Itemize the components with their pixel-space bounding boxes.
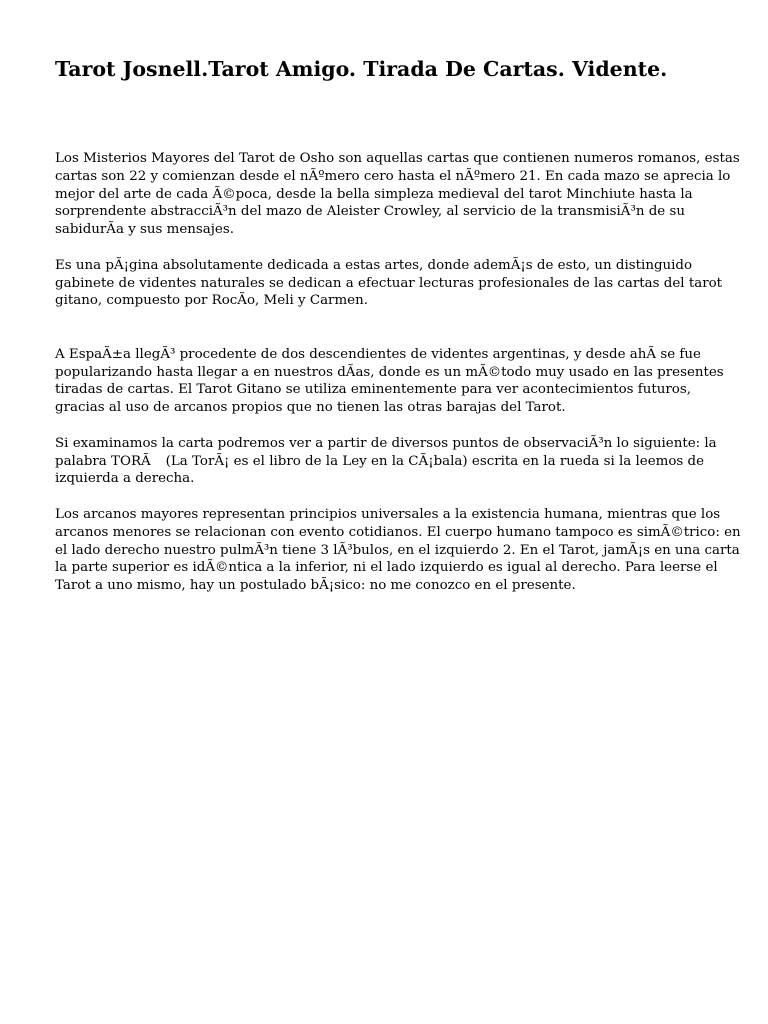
paragraph-line: Los arcanos mayores representan principios universales a la existencia humana, mientras que los — [55, 506, 721, 522]
paragraph-3 — [55, 346, 724, 417]
paragraph-line: palabra TORÃ (La TorÃ¡ es el libro de la Ley en la CÃ¡bala) escrita en la rueda si la leemos de — [55, 453, 705, 469]
paragraph-line: gabinete de videntes naturales se dedican a efectuar lecturas profesionales de las cartas del tarot — [55, 275, 723, 291]
paragraph-line: el lado derecho nuestro pulmÃ³n tiene 3 lÃ³bulos, en el izquierdo 2. En el Tarot, jamÃ¡s en una carta — [55, 542, 740, 558]
paragraph-line: la parte superior es idÃ©ntica a la inferior, ni el lado izquierdo es igual al derecho. Para leerse el — [55, 560, 718, 576]
paragraph-line: arcanos menores se relacionan con evento cotidianos. El cuerpo humano tampoco es simÃ©trico: en — [55, 524, 741, 540]
paragraph-line: gitano, compuesto por RocÃo, Meli y Carmen. — [55, 293, 368, 309]
paragraph-spacer — [55, 239, 719, 257]
paragraph-line: tiradas de cartas. El Tarot Gitano se utiliza eminentemente para ver acontecimientos futuros, — [55, 382, 691, 398]
paragraph-line: sabidurÃa y sus mensajes. — [55, 222, 234, 238]
paragraph-4 — [55, 435, 719, 488]
paragraph-line: sorprendente abstracciÃ³n del mazo de Aleister Crowley, al servicio de la transmisiÃ³n de su — [55, 204, 685, 220]
paragraph-line: Es una pÃ¡gina absolutamente dedicada a estas artes, donde ademÃ¡s de esto, un distinguido — [55, 257, 693, 273]
paragraph-line: cartas son 22 y comienzan desde el nÃºmero cero hasta el nÃºmero 21. En cada mazo se aprecia lo — [55, 168, 731, 184]
paragraph-line: mejor del arte de cada Ã©poca, desde la bella simpleza medieval del tarot Minchiute hasta la — [55, 186, 693, 202]
document-body — [55, 150, 741, 595]
paragraph-line: Los Misterios Mayores del Tarot de Osho son aquellas cartas que contienen numeros romanos, estas — [55, 151, 740, 166]
paragraph-2 — [55, 257, 723, 310]
paragraph-line: Tarot a uno mismo, hay un postulado bÃ¡sico: no me conozco en el presente. — [55, 578, 576, 594]
paragraph-spacer — [55, 310, 719, 346]
paragraph-line: popularizando hasta llegar a en nuestros dÃas, donde es un mÃ©todo muy usado en las presentes — [55, 364, 724, 380]
paragraph-line: gracias al uso de arcanos propios que no tienen las otras barajas del Tarot. — [55, 400, 566, 416]
paragraph-5 — [55, 506, 741, 595]
paragraph-1 — [55, 150, 740, 239]
paragraph-spacer — [55, 417, 719, 435]
paragraph-spacer — [55, 488, 719, 506]
paragraph-line: Si examinamos la carta podremos ver a partir de diversos puntos de observaciÃ³n lo siguiente: la — [55, 435, 717, 451]
page-title: Tarot Josnell.Tarot Amigo. Tirada De Cartas. Vidente. — [55, 57, 668, 81]
paragraph-line: A EspaÃ±a llegÃ³ procedente de dos descendientes de videntes argentinas, y desde ahÃ se fue — [55, 346, 701, 362]
paragraph-line: izquierda a derecha. — [55, 471, 195, 487]
